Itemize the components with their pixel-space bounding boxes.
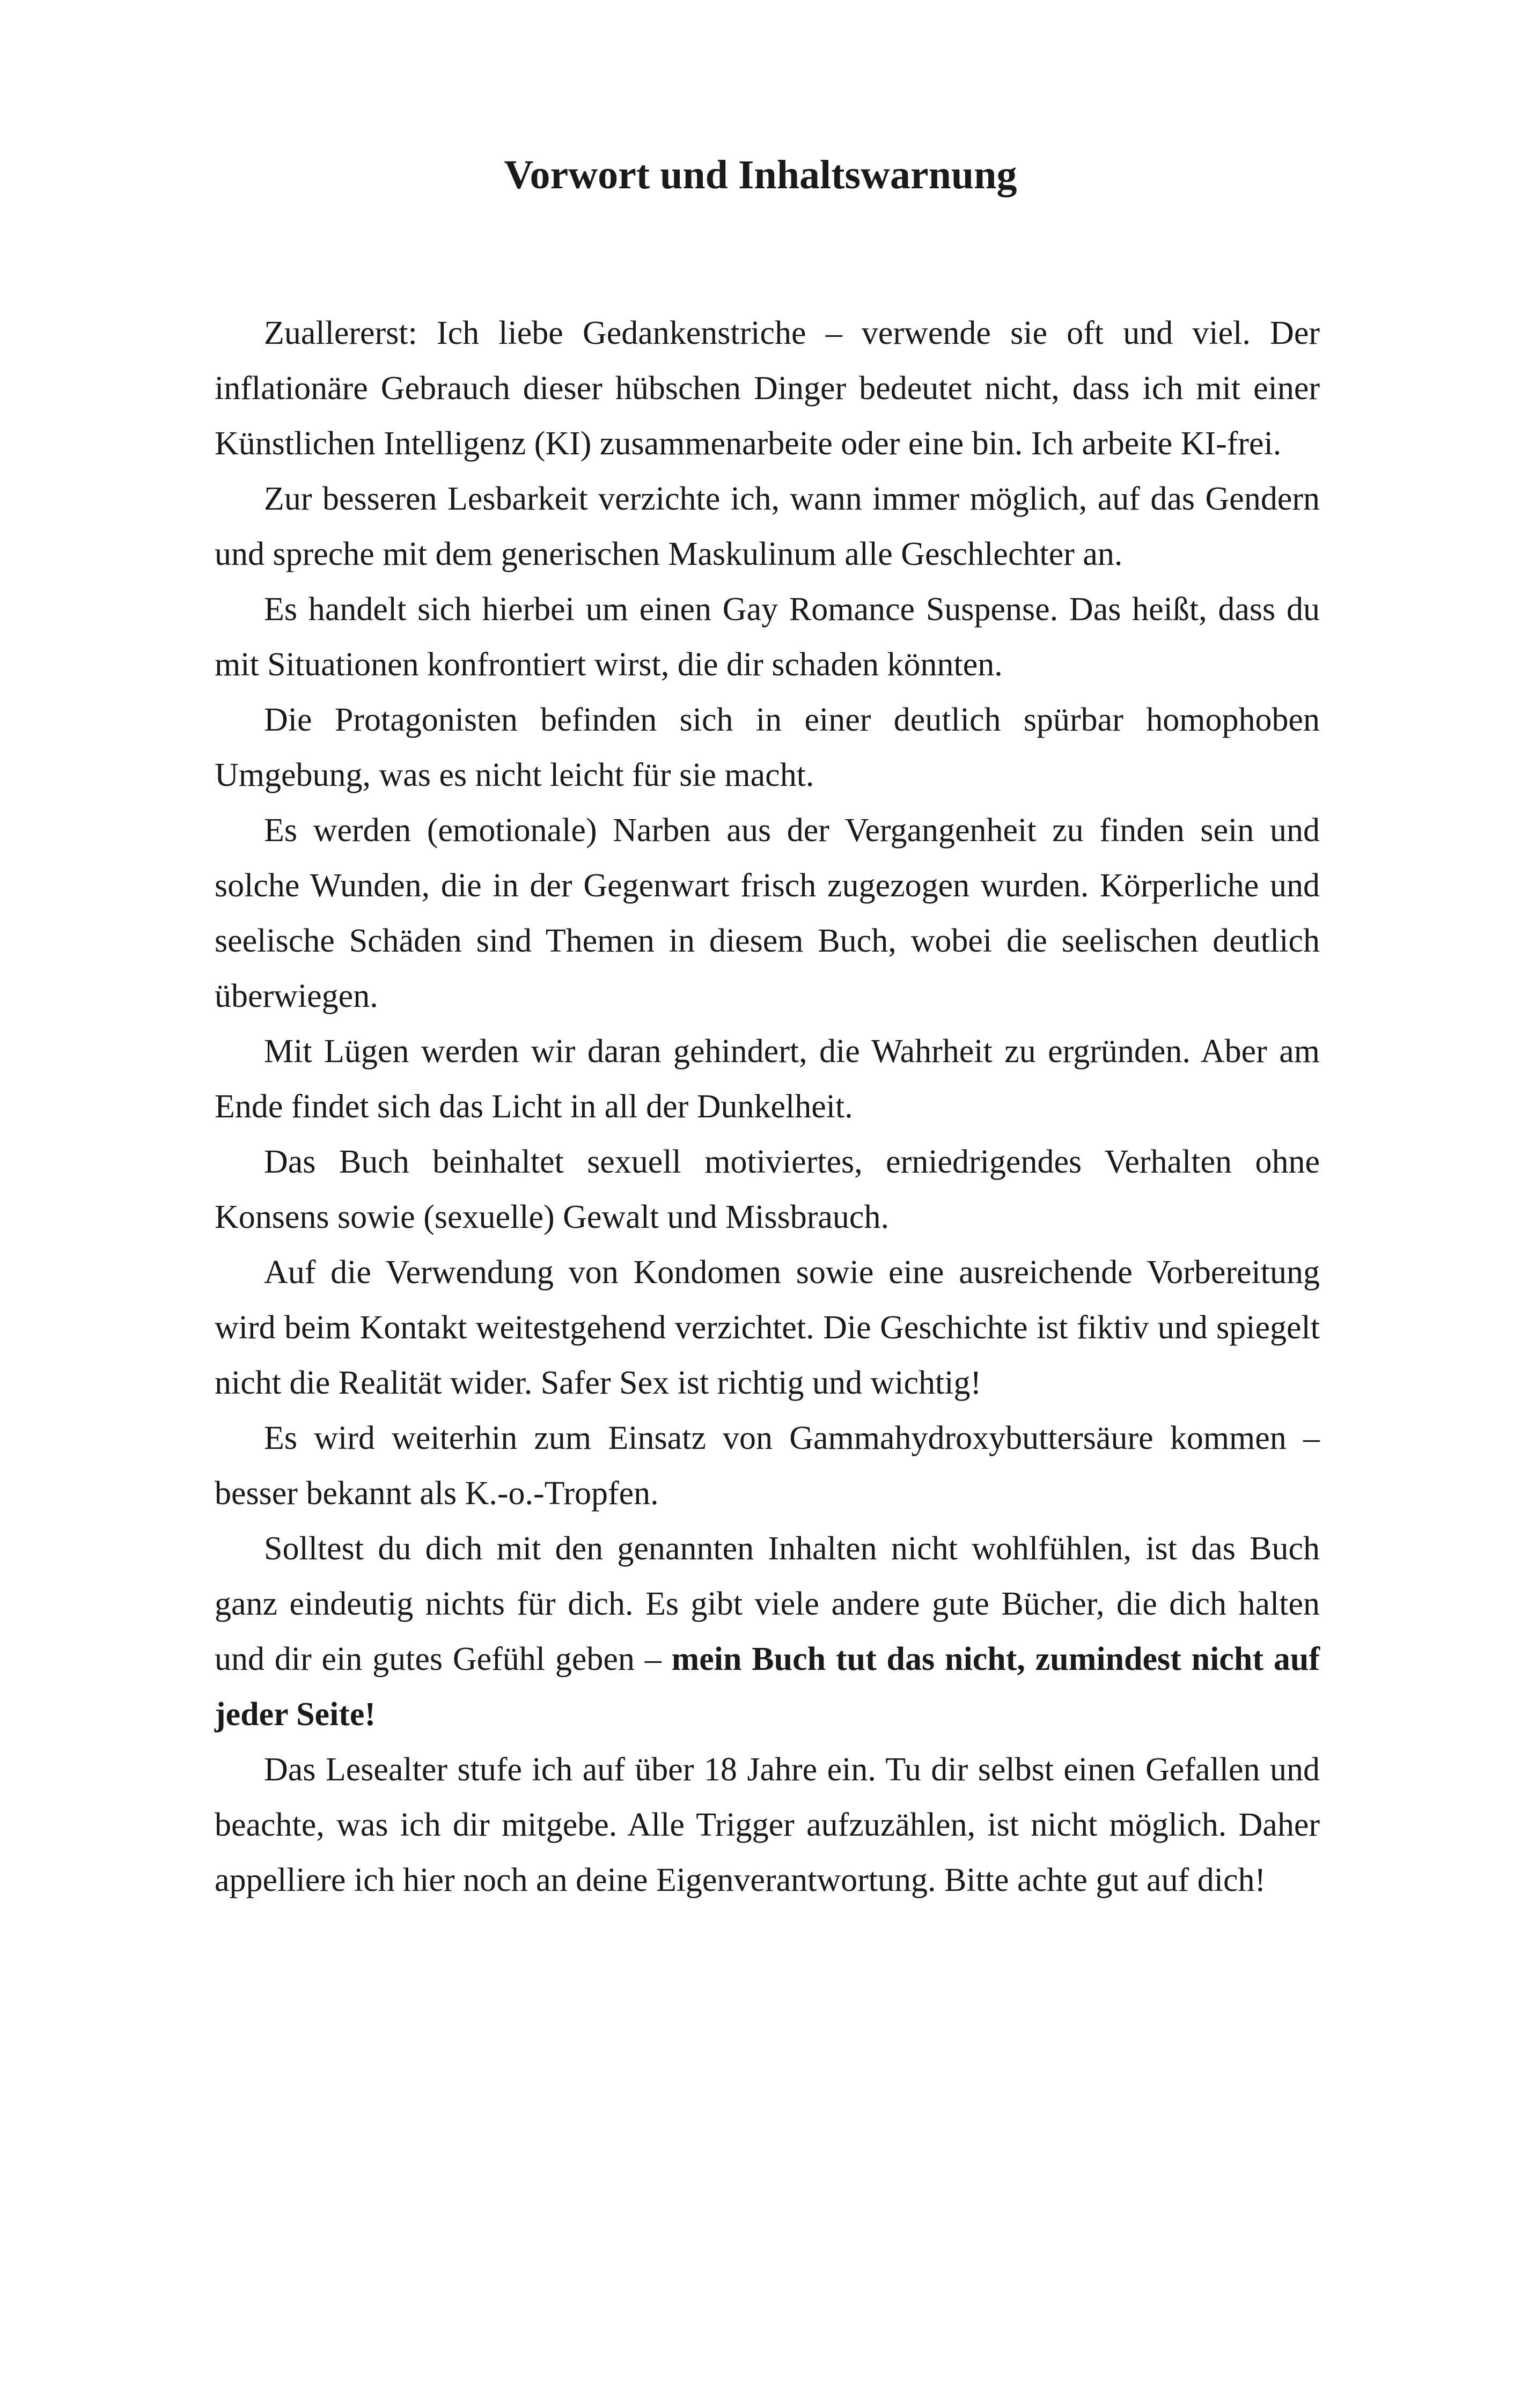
- paragraph-safer-sex: Auf die Verwendung von Kondomen sowie eine ausreichende Vorbereitung wird beim Kontakt weitestgehend verzichtet. Die Geschichte ist fiktiv und spiegelt nicht die Realität wider. Safer Sex ist richtig und wichtig!: [215, 1254, 1320, 1401]
- paragraph-gender: Zur besseren Lesbarkeit verzichte ich, wann immer möglich, auf das Gendern und spreche mit dem generischen Maskulinum alle Geschlechter an.: [215, 481, 1320, 572]
- paragraph-consent: Das Buch beinhaltet sexuell motiviertes, erniedrigendes Verhalten ohne Konsens sowie (sexuelle) Gewalt und Missbrauch.: [215, 1144, 1320, 1235]
- page-body: [215, 306, 1320, 1908]
- emphasis-text: mein Buch tut das nicht, zumindest nicht auf jeder Seite!: [215, 1641, 1320, 1733]
- paragraph-lies: Mit Lügen werden wir daran gehindert, die Wahrheit zu ergründen. Aber am Ende findet sich das Licht in all der Dunkelheit.: [215, 1033, 1320, 1125]
- paragraph-environment: Die Protagonisten befinden sich in einer deutlich spürbar homophoben Umgebung, was es nicht leicht für sie macht.: [215, 702, 1320, 793]
- paragraph-genre: Es handelt sich hierbei um einen Gay Romance Suspense. Das heißt, dass du mit Situationen konfrontiert wirst, die dir schaden könnten.: [215, 591, 1320, 683]
- page-title: Vorwort und Inhaltswarnung: [504, 152, 1017, 197]
- paragraph-ghb: Es wird weiterhin zum Einsatz von Gammahydroxybuttersäure kommen – besser bekannt als K.-o.-Tropfen.: [215, 1420, 1320, 1512]
- paragraph-scars: Es werden (emotionale) Narben aus der Vergangenheit zu finden sein und solche Wunden, die in der Gegenwart frisch zugezogen wurden. Körperliche und seelische Schäden sind Themen in diesem Buch, wobei die seelischen deutlich überwiegen.: [215, 812, 1320, 1014]
- paragraph-not-for-you: [215, 1521, 1320, 1742]
- paragraph-age: Das Lesealter stufe ich auf über 18 Jahre ein. Tu dir selbst einen Gefallen und beachte, was ich dir mitgebe. Alle Trigger aufzuzählen, ist nicht möglich. Daher appelliere ich hier noch an deine Eigenverantwortung. Bitte achte gut auf dich!: [215, 1751, 1320, 1898]
- paragraph-dashes: Zuallererst: Ich liebe Gedankenstriche – verwende sie oft und viel. Der inflationäre Gebrauch dieser hübschen Dinger bedeutet nicht, dass ich mit einer Künstlichen Intelligenz (KI) zusammenarbeite oder eine bin. Ich arbeite KI-frei.: [215, 315, 1320, 462]
- paragraph-not-for-you-text: Solltest du dich mit den genannten Inhalten nicht wohlfühlen, ist das Buch ganz eindeutig nichts für dich. Es gibt viele andere gute Bücher, die dich halten und dir ein gutes Gefühl geben –: [215, 1530, 1320, 1677]
